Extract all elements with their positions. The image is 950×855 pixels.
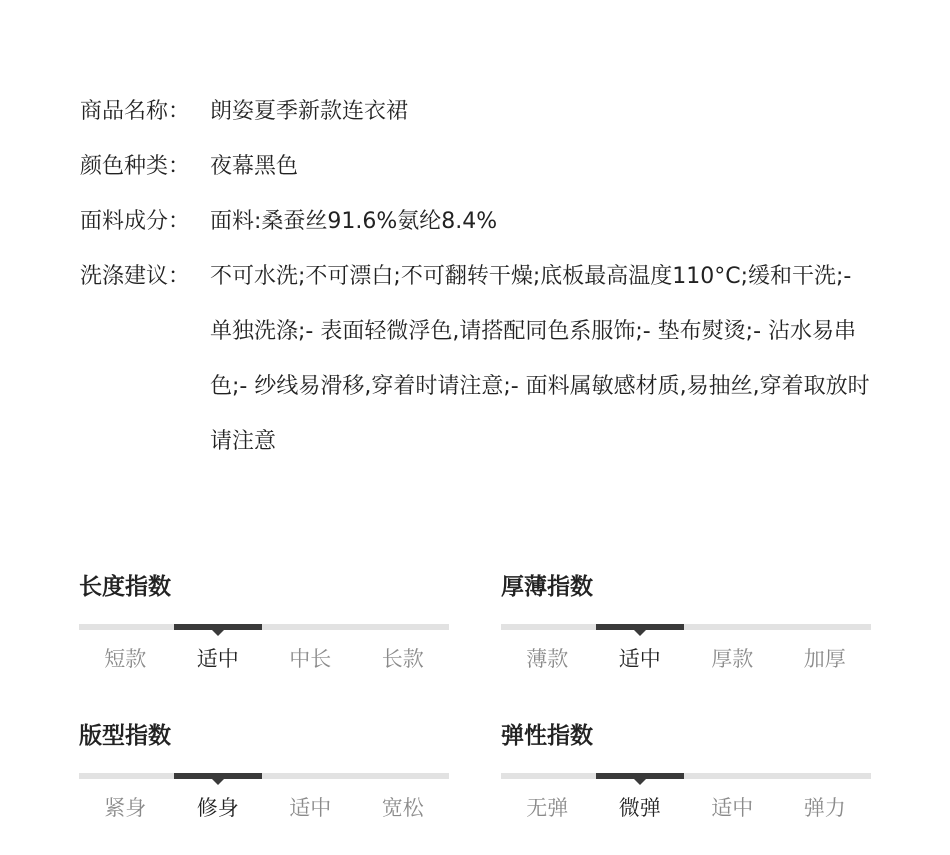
length-index-options: [79, 644, 449, 674]
care-value: 不可水洗;不可漂白;不可翻转干燥;底板最高温度110°C;缓和干洗;- 单独洗涤;- 表面轻微浮色,请搭配同色系服饰;- 垫布熨烫;- 沾水易串色;- 纱线易滑移,穿着时请注意;- 面料属敏感材质,易抽丝,穿着取放时请注意: [210, 264, 870, 454]
length-index: [79, 572, 449, 674]
thickness-option-medium: 适中: [618, 647, 661, 671]
elasticity-index: [501, 721, 871, 823]
length-option-medium: 适中: [196, 647, 239, 671]
thickness-index-track: [501, 624, 871, 630]
elasticity-index-options: [501, 793, 871, 823]
length-index-indicator: [174, 624, 262, 630]
fit-index-title: 版型指数: [79, 723, 171, 749]
fit-index-indicator: [174, 773, 262, 779]
fit-option-tight: 紧身: [104, 796, 147, 820]
care-label: 洗涤建议：: [80, 264, 191, 289]
color-value: 夜幕黑色: [210, 154, 299, 179]
fabric-value: 面料:桑蚕丝91.6%氨纶8.4%: [210, 209, 498, 234]
fit-index: [79, 721, 449, 823]
pointer-triangle-icon: [212, 630, 224, 636]
fit-option-loose: 宽松: [381, 796, 424, 820]
fit-index-options: [79, 793, 449, 823]
pointer-triangle-icon: [634, 779, 646, 785]
elasticity-index-indicator: [596, 773, 684, 779]
length-option-mid-long: 中长: [289, 647, 332, 671]
thickness-index-title: 厚薄指数: [501, 574, 593, 600]
length-option-short: 短款: [104, 647, 147, 671]
thickness-index-options: [501, 644, 871, 674]
length-index-title: 长度指数: [79, 574, 171, 600]
elasticity-option-medium: 适中: [711, 796, 754, 820]
elasticity-option-slight: 微弹: [618, 796, 661, 820]
thickness-option-thick: 厚款: [711, 647, 754, 671]
fit-option-regular: 适中: [289, 796, 332, 820]
pointer-triangle-icon: [634, 630, 646, 636]
product-name-label: 商品名称：: [80, 99, 191, 124]
care-row: [80, 249, 880, 469]
pointer-triangle-icon: [212, 779, 224, 785]
thickness-index-indicator: [596, 624, 684, 630]
fabric-label: 面料成分：: [80, 209, 191, 234]
color-label: 颜色种类：: [80, 154, 191, 179]
product-name-row: [80, 84, 880, 139]
elasticity-index-title: 弹性指数: [501, 723, 593, 749]
fit-index-track: [79, 773, 449, 779]
fabric-row: [80, 194, 880, 249]
elasticity-option-stretch: 弹力: [803, 796, 846, 820]
thickness-option-extra-thick: 加厚: [803, 647, 846, 671]
fit-option-slim: 修身: [196, 796, 239, 820]
color-row: [80, 139, 880, 194]
thickness-index: [501, 572, 871, 674]
thickness-option-thin: 薄款: [526, 647, 569, 671]
product-info: [80, 84, 880, 469]
product-name-value: 朗姿夏季新款连衣裙: [210, 99, 409, 124]
length-index-track: [79, 624, 449, 630]
length-option-long: 长款: [381, 647, 424, 671]
elasticity-index-track: [501, 773, 871, 779]
elasticity-option-none: 无弹: [526, 796, 569, 820]
